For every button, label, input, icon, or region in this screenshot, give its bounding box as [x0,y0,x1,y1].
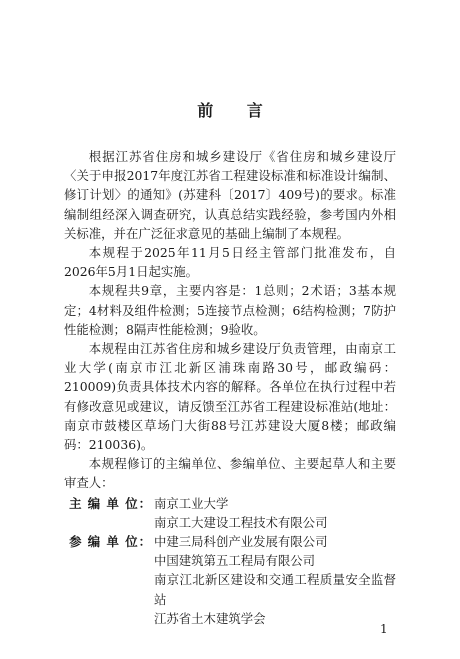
chief-editor-names [154,494,327,532]
page-title: 前 言 [197,101,277,120]
organization-name: 南京江北新区建设和交通工程质量安全监督站 [154,572,396,607]
preface-body [64,147,396,628]
preface-paragraph-3: 本规程共9章，主要内容是：1总则；2术语；3基本规定；4材料及组件检测；5连接节点检测；6结构检测；7防护性能检测；8隔声性能检测；9验收。 [64,283,396,337]
preface-paragraph-5: 本规程修订的主编单位、参编单位、主要起草人和主要审查人： [64,456,396,491]
participating-editor-label: 参 编 单 位： [69,534,152,550]
participating-editor-names [154,532,396,628]
organization-name: 中国建筑第五工程局有限公司 [154,553,316,569]
chief-editor-label: 主 编 单 位： [69,495,152,511]
organization-name: 南京工业大学 [154,495,229,511]
participating-editor-row [64,532,396,628]
preface-paragraph-4: 本规程由江苏省住房和城乡建设厅负责管理，由南京工业大学(南京市江北新区浦珠南路30号，邮政编码：210009)负责具体技术内容的解释。各单位在执行过程中若有修改意见或建议，请反馈至江苏省工程建设标准站(地址：南京市鼓楼区草场门大街88号江苏建设大厦8楼；邮政编码：210036)。 [64,341,396,453]
organization-list [64,494,396,628]
organization-name: 南京工大建设工程技术有限公司 [154,514,328,530]
organization-name: 江苏省土木建筑学会 [154,610,266,626]
organization-name: 中建三局科创产业发展有限公司 [154,534,328,550]
chief-editor-row [64,494,396,532]
preface-paragraph-1: 根据江苏省住房和城乡建设厅《省住房和城乡建设厅〈关于申报2017年度江苏省工程建设标准和标准设计编制、修订计划〉的通知》(苏建科〔2017〕409号)的要求。标准编制组经深入调查研究，认真总结实践经验，参考国内外相关标准，并在广泛征求意见的基础上编制了本规程。 [64,149,396,241]
page-number: 1 [380,622,388,636]
preface-paragraph-2: 本规程于2025年11月5日经主管部门批准发布，自2026年5月1日起实施。 [64,245,396,280]
